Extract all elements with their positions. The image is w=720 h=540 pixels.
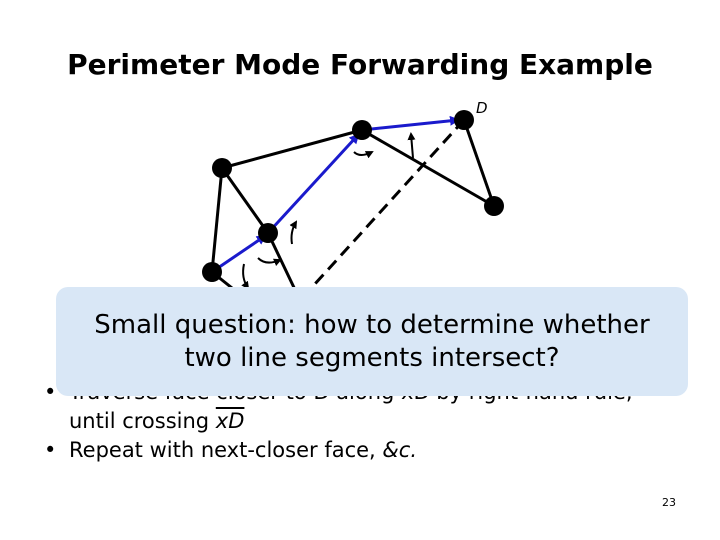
node bbox=[484, 196, 504, 216]
bullet-text: Repeat with next-closer face, bbox=[69, 438, 383, 462]
segment-label-xD: $\overline{xD}$ bbox=[215, 409, 245, 433]
node bbox=[212, 158, 232, 178]
dashed-line-xD bbox=[304, 120, 464, 296]
rotation-arrow-icon bbox=[258, 258, 280, 263]
forwarding-path-segment bbox=[268, 135, 358, 233]
edge bbox=[362, 130, 494, 206]
node-D bbox=[454, 110, 474, 130]
node bbox=[352, 120, 372, 140]
callout-line: Small question: how to determine whether bbox=[94, 309, 650, 340]
node bbox=[258, 223, 278, 243]
callout-box bbox=[56, 287, 688, 396]
edge bbox=[222, 130, 362, 168]
edge bbox=[212, 168, 222, 272]
rotation-arrow-icon bbox=[243, 264, 248, 288]
callout-line: two line segments intersect? bbox=[184, 342, 560, 373]
node-x bbox=[202, 262, 222, 282]
slide-title: Perimeter Mode Forwarding Example bbox=[67, 48, 653, 81]
edge bbox=[222, 168, 268, 233]
bullet-text: until crossing bbox=[69, 409, 210, 433]
rotation-arrow-icon bbox=[411, 134, 413, 158]
bullet-item bbox=[44, 436, 684, 465]
bullet-dot: • bbox=[44, 380, 57, 404]
forwarding-path-segment bbox=[362, 120, 458, 130]
rotation-arrow-icon bbox=[292, 222, 297, 244]
bullet-emphasis: &c. bbox=[382, 438, 418, 462]
bullet-dot: • bbox=[44, 438, 57, 462]
node-label-D: D bbox=[476, 99, 488, 117]
edge bbox=[464, 120, 494, 206]
rotation-arrow-icon bbox=[354, 152, 372, 155]
slide-number: 23 bbox=[662, 496, 676, 509]
